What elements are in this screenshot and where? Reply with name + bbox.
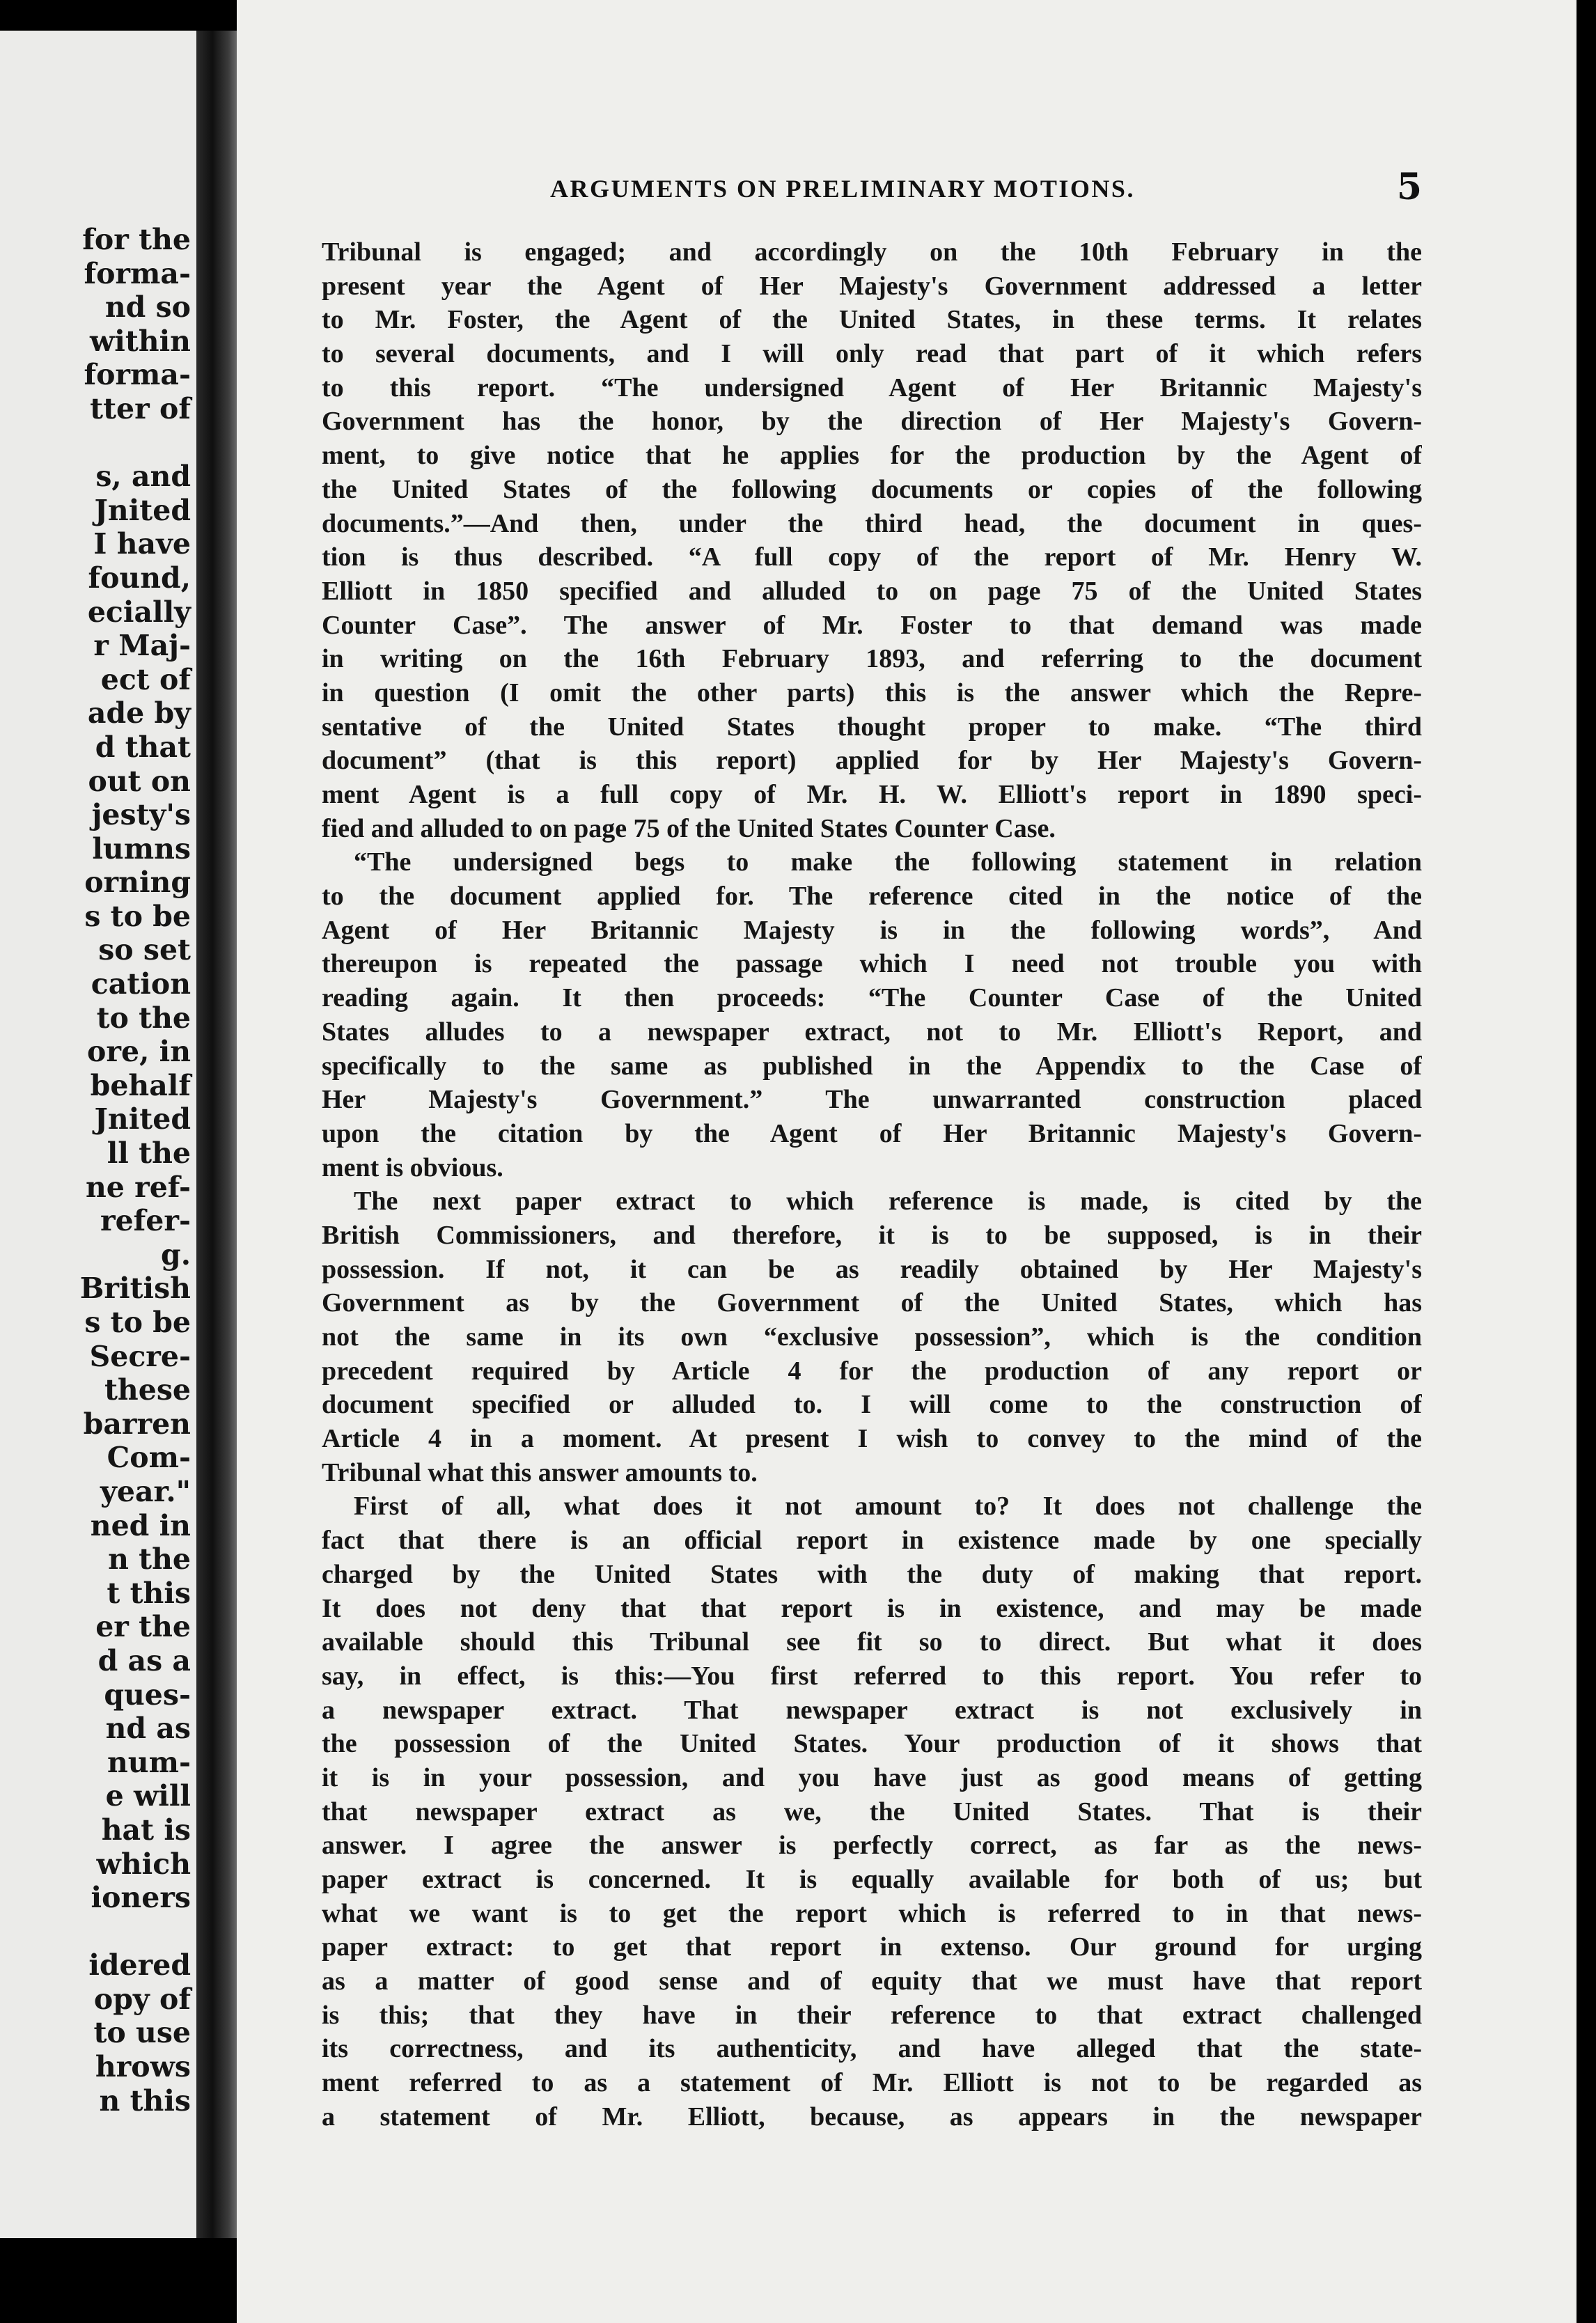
text-line: to Mr. Foster, the Agent of the United States, in these terms. It relates: [322, 305, 1422, 335]
left-fragment-line: barren: [83, 1407, 191, 1441]
text-line: documents.”—And then, under the third head, the document in ques-: [322, 508, 1422, 538]
text-line: paper extract: to get that report in extenso. Our ground for urging: [322, 1932, 1422, 1962]
text-line: Her Majesty's Government.” The unwarranted construction placed: [322, 1085, 1422, 1115]
text-line: to the document applied for. The reference cited in the notice of the: [322, 882, 1422, 912]
text-line: ment, to give notice that he applies for the production by the Agent of: [322, 441, 1422, 471]
text-line: a newspaper extract. That newspaper extract is not exclusively in: [322, 1695, 1422, 1725]
text-line: Counter Case”. The answer of Mr. Foster to that demand was made: [322, 610, 1422, 640]
text-line: reading again. It then proceeds: “The Counter Case of the United: [322, 983, 1422, 1013]
text-line: it is in your possession, and you have just as good means of getting: [322, 1762, 1422, 1792]
text-line: answer. I agree the answer is perfectly correct, as far as the news-: [322, 1831, 1422, 1861]
left-fragment-line: year.": [100, 1474, 191, 1508]
left-fragment-line: n the: [108, 1542, 191, 1577]
text-line: ment referred to as a statement of Mr. Elliott is not to be regarded as: [322, 2068, 1422, 2098]
text-line: Tribunal is engaged; and accordingly on the 10th February in the: [322, 237, 1422, 267]
text-line: the United States of the following documents or copies of the following: [322, 474, 1422, 504]
left-fragment-line: ore, in: [87, 1035, 191, 1069]
left-fragment-line: I have: [93, 527, 191, 561]
left-fragment-line: cation: [91, 967, 191, 1001]
text-line: thereupon is repeated the passage which I need not trouble you with: [322, 949, 1422, 979]
text-line: its correctness, and its authenticity, and have alleged that the state-: [322, 2034, 1422, 2064]
left-fragment-line: tter of: [90, 391, 191, 425]
left-fragment-line: opy of: [93, 1982, 191, 2016]
text-line: Agent of Her Britannic Majesty is in the following words”, And: [322, 915, 1422, 945]
text-line: specifically to the same as published in the Appendix to the Case of: [322, 1051, 1422, 1081]
left-fragment-line: ne ref-: [85, 1170, 191, 1204]
text-line: charged by the United States with the duty of making that report.: [322, 1559, 1422, 1589]
text-line: Tribunal what this answer amounts to.: [322, 1457, 758, 1487]
left-fragment-line: e will: [105, 1779, 191, 1813]
text-line: present year the Agent of Her Majesty's Government addressed a letter: [322, 271, 1422, 301]
left-fragment-line: r Maj-: [93, 629, 191, 663]
text-line: It does not deny that that report is in existence, and may be made: [322, 1593, 1422, 1623]
left-fragment-line: found,: [88, 561, 191, 595]
text-line: to several documents, and I will only read that part of it which refers: [322, 339, 1422, 369]
left-fragment-line: behalf: [90, 1068, 191, 1102]
left-fragment-line: ect of: [100, 662, 191, 696]
book-gutter: [196, 31, 237, 2238]
left-fragment-line: Com-: [107, 1441, 191, 1475]
left-fragment-line: d as a: [97, 1643, 191, 1677]
left-fragment-line: Secre-: [89, 1339, 191, 1373]
left-page-edge: [0, 31, 196, 2238]
scan-border: [1577, 0, 1596, 2323]
left-fragment-line: orning: [84, 866, 191, 900]
body-text: [322, 235, 1422, 2134]
text-line: States alludes to a newspaper extract, not to Mr. Elliott's Report, and: [322, 1017, 1422, 1047]
left-fragment-line: [80, 1915, 191, 1949]
left-fragment-line: hrows: [95, 2050, 191, 2084]
text-line: ment Agent is a full copy of Mr. H. W. Elliott's report in 1890 speci-: [322, 780, 1422, 809]
text-line: ment is obvious.: [322, 1152, 503, 1182]
left-fragment-line: to the: [96, 1001, 191, 1035]
left-fragment-line: jesty's: [91, 798, 191, 832]
left-fragment-line: which: [96, 1847, 191, 1881]
text-line: document specified or alluded to. I will come to the construction of: [322, 1390, 1422, 1420]
left-fragment-line: British: [79, 1272, 191, 1306]
left-fragment-line: ioners: [91, 1881, 191, 1915]
left-fragment-line: out on: [88, 764, 191, 798]
left-fragment-line: t this: [107, 1576, 191, 1610]
text-line: is this; that they have in their reference to that extract challenged: [322, 2000, 1422, 2030]
text-line: not the same in its own “exclusive possession”, which is the condition: [322, 1322, 1422, 1352]
text-line: say, in effect, is this:—You first referred to this report. You refer to: [322, 1661, 1422, 1691]
page-header: [306, 164, 1429, 213]
left-fragment-line: d that: [95, 730, 191, 764]
left-fragment-line: num-: [107, 1745, 191, 1779]
text-line: British Commissioners, and therefore, it is to be supposed, is in their: [322, 1220, 1422, 1250]
text-line: sentative of the United States thought proper to make. “The third: [322, 712, 1422, 742]
text-line: tion is thus described. “A full copy of the report of Mr. Henry W.: [322, 542, 1422, 572]
left-fragment-line: Jnited: [94, 493, 191, 527]
text-line: upon the citation by the Agent of Her Britannic Majesty's Govern-: [322, 1118, 1422, 1148]
text-line: “The undersigned begs to make the following statement in relation: [354, 847, 1422, 877]
left-fragment-line: er the: [95, 1610, 191, 1644]
left-fragment-line: s, and: [95, 460, 191, 494]
text-line: in writing on the 16th February 1893, and referring to the document: [322, 644, 1422, 674]
text-line: The next paper extract to which reference is made, is cited by the: [354, 1187, 1422, 1217]
text-line: Government has the honor, by the direction of Her Majesty's Govern-: [322, 407, 1422, 437]
left-fragment-line: nd so: [104, 290, 191, 324]
running-head: ARGUMENTS ON PRELIMINARY MOTIONS.: [550, 175, 1135, 203]
left-fragment-line: these: [104, 1373, 191, 1407]
text-line: fact that there is an official report in existence made by one specially: [322, 1526, 1422, 1556]
left-fragment-line: forma-: [84, 358, 191, 392]
text-line: fied and alluded to on page 75 of the United States Counter Case.: [322, 813, 1056, 843]
text-line: to this report. “The undersigned Agent of Her Britannic Majesty's: [322, 373, 1422, 402]
left-fragment-line: nd as: [105, 1712, 191, 1746]
text-line: First of all, what does it not amount to? It does not challenge the: [354, 1492, 1422, 1522]
left-fragment-line: forma-: [84, 256, 191, 290]
text-line: paper extract is concerned. It is equally available for both of us; but: [322, 1865, 1422, 1894]
text-line: Article 4 in a moment. At present I wish to convey to the mind of the: [322, 1424, 1422, 1454]
text-line: as a matter of good sense and of equity that we must have that report: [322, 1966, 1422, 1996]
left-fragment-line: for the: [82, 223, 191, 256]
left-fragment-line: ques-: [104, 1677, 191, 1712]
text-line: what we want is to get the report which is referred to in that news-: [322, 1898, 1422, 1928]
text-line: in question (I omit the other parts) this is the answer which the Repre-: [322, 678, 1422, 707]
left-fragment-line: so set: [98, 933, 191, 967]
text-line: Government as by the Government of the United States, which has: [322, 1288, 1422, 1318]
left-fragment-line: [80, 426, 191, 460]
left-page-text-fragments: [80, 223, 191, 2118]
left-fragment-line: ade by: [87, 696, 191, 730]
left-fragment-line: s to be: [84, 899, 191, 933]
left-fragment-line: hat is: [101, 1813, 191, 1847]
left-fragment-line: Jnited: [94, 1102, 191, 1136]
text-line: Elliott in 1850 specified and alluded to on page 75 of the United States: [322, 576, 1422, 606]
left-fragment-line: within: [89, 324, 191, 358]
page-number: 5: [1396, 166, 1422, 208]
text-line: possession. If not, it can be as readily obtained by Her Majesty's: [322, 1254, 1422, 1284]
left-fragment-line: ecially: [87, 595, 191, 629]
left-fragment-line: to use: [93, 2016, 191, 2050]
left-fragment-line: n this: [99, 2083, 191, 2118]
left-fragment-line: lumns: [92, 831, 191, 866]
left-fragment-line: g.: [161, 1237, 191, 1272]
left-fragment-line: ned in: [90, 1508, 191, 1542]
text-line: document” (that is this report) applied for by Her Majesty's Govern-: [322, 746, 1422, 776]
text-line: available should this Tribunal see fit so to direct. But what it does: [322, 1627, 1422, 1657]
left-fragment-line: idered: [88, 1948, 191, 1982]
left-fragment-line: refer-: [100, 1204, 191, 1238]
text-line: that newspaper extract as we, the United States. That is their: [322, 1797, 1422, 1827]
text-line: the possession of the United States. Your production of it shows that: [322, 1729, 1422, 1759]
left-fragment-line: ll the: [107, 1136, 191, 1171]
text-line: precedent required by Article 4 for the production of any report or: [322, 1356, 1422, 1386]
text-line: a statement of Mr. Elliott, because, as appears in the newspaper: [322, 2102, 1422, 2132]
left-fragment-line: s to be: [84, 1306, 191, 1339]
